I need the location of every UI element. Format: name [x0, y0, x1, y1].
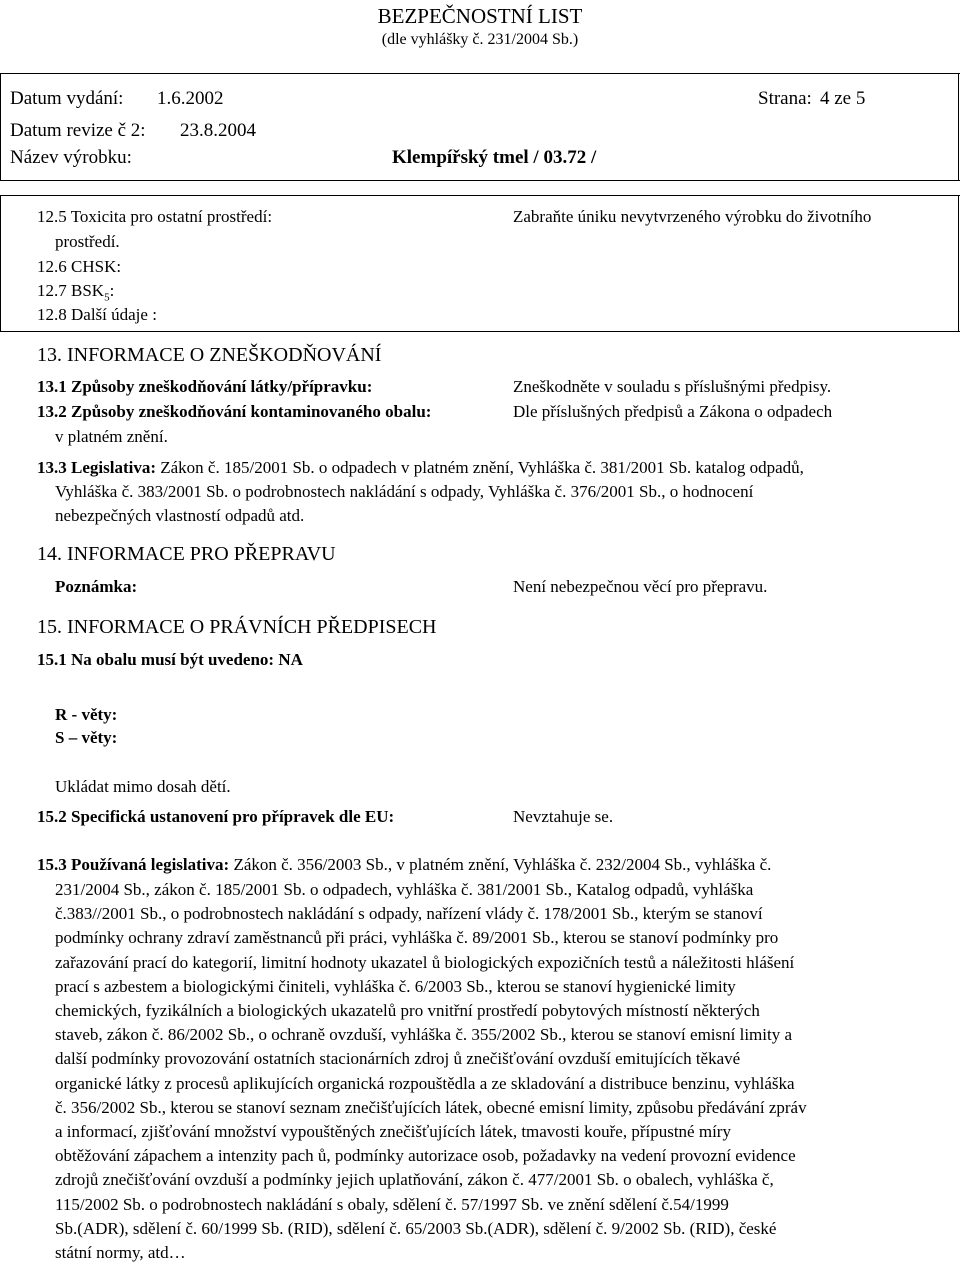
legislation-15-line: zařazování prací do kategorií, limitní hodnoty ukazatel ů biologických expozičních testů a náležitosti hlášení [55, 952, 795, 972]
legislation-15-line: č. 356/2002 Sb., kterou se stanoví seznam znečišťujících látek, obecné emisní limity, způsobu předávání zpráv [55, 1097, 807, 1117]
legislation-15-line: podmínky ochrany zdraví zaměstnanců při práci, vyhláška č. 89/2001 Sb., kterou se stanoví podmínky pro [55, 928, 779, 948]
disposal-packaging-label: 13.2 Způsoby zneškodňování kontaminovaného obalu: [37, 402, 432, 421]
section15-heading: 15. INFORMACE O PRÁVNÍCH PŘEDPISECH [37, 616, 437, 638]
legislation-13-line2: Vyhláška č. 383/2001 Sb. o podrobnostech nakládání s odpady, Vyhláška č. 376/2001 Sb., o hodnocení [55, 482, 754, 501]
disposal-substance-value: Zneškodněte v souladu s příslušnými předpisy. [513, 377, 832, 396]
transport-note-label: Poznámka: [55, 577, 138, 596]
page-label: Strana: [758, 88, 812, 109]
issue-date-label: Datum vydání: [10, 88, 124, 109]
section14-heading: 14. INFORMACE PRO PŘEPRAVU [37, 543, 336, 565]
legislation-15-line: prací s azbestem a biologickými činiteli, vyhláška č. 6/2003 Sb., kterou se stanoví hygienické limity [55, 976, 736, 996]
header-left-rule [0, 73, 1, 181]
revision-date: 23.8.2004 [180, 120, 256, 141]
product-name-label: Název výrobku: [10, 147, 132, 168]
section12-left-rule [0, 195, 1, 332]
label-requirement: 15.1 Na obalu musí být uvedeno: NA [37, 650, 303, 669]
legislation-15-line: staveb, zákon č. 86/2002 Sb., o ochraně ovzduší, vyhláška č. 355/2002 Sb., kterou se stanoví emisní limity a [55, 1025, 793, 1045]
disposal-packaging-value: Dle příslušných předpisů a Zákona o odpadech [513, 402, 833, 421]
header-top-rule [0, 73, 960, 74]
transport-note-value: Není nebezpečnou věcí pro přepravu. [513, 577, 768, 596]
legislation-15-line0: 15.3 Používaná legislativa: Zákon č. 356/2003 Sb., v platném znění, Vyhláška č. 232/2004 Sb., vyhláška č. [37, 855, 772, 874]
section13-heading: 13. INFORMACE O ZNEŠKODŇOVÁNÍ [37, 344, 382, 366]
r-phrases-label: R - věty: [55, 705, 118, 724]
legislation-15-line: chemických, fyzikálních a biologických ukazatelů pro vnitřní prostředí pobytových místností některých [55, 1001, 760, 1021]
document-subtitle: (dle vyhlášky č. 231/2004 Sb.) [381, 31, 579, 48]
legislation-15-line: organické látky z procesů aplikujících organická rozpouštědla a ze skladování a distribuce benzinu, vyhláška [55, 1073, 795, 1093]
legislation-15-line: další podmínky provozování ostatních stacionárních zdroj ů znečišťování ovzduší emitujících těkavé [55, 1049, 741, 1069]
product-name: Klempířský tmel / 03.72 / [392, 147, 597, 168]
legislation-15-line: 231/2004 Sb., zákon č. 185/2001 Sb. o odpadech, vyhláška č. 381/2001 Sb., Katalog odpadů, vyhláška [55, 880, 754, 899]
legislation-15-line: 115/2002 Sb. o podrobnostech nakládání s obaly, sdělení č. 57/1997 Sb. ve znění sdělení č.54/1999 [55, 1194, 729, 1214]
legislation-13-line3: nebezpečných vlastností odpadů atd. [55, 506, 305, 525]
document-title: BEZPEČNOSTNÍ LIST [377, 4, 583, 28]
bsk-label: 12.7 $BSK_5$: [37, 281, 115, 304]
legislation-15-line: zdrojů znečišťování ovzduší a podmínky jejich uplatňování, zákon č. 477/2001 Sb. o obalech, vyhláška č, [55, 1170, 774, 1190]
legislation-15-line: a informací, zjišťování množství vypouštěných znečišťujících látek, tmavosti kouře, přípustné míry [55, 1122, 731, 1142]
toxicity-value: Zabraňte úniku nevytvrzeného výrobku do životního [513, 207, 872, 226]
revision-date-label: Datum revize č 2: [10, 120, 146, 141]
section12-top-rule [0, 195, 960, 196]
chsk-label: 12.6 CHSK: [37, 257, 122, 276]
section12-right-rule [958, 195, 959, 332]
header-bottom-rule [0, 180, 960, 181]
eu-specific-value: Nevztahuje se. [513, 807, 614, 826]
disposal-packaging-value-cont: v platném znění. [55, 427, 168, 446]
s-phrases-label: S – věty: [55, 728, 118, 747]
legislation-15-line: č.383//2001 Sb., o podrobnostech nakládání s odpady, nařízení vlády č. 178/2001 Sb., kterým se stanoví [55, 904, 763, 924]
eu-specific-label: 15.2 Specifická ustanovení pro přípravek dle EU: [37, 807, 395, 826]
header-right-rule [958, 73, 959, 181]
legislation-15-line: státní normy, atd… [55, 1243, 186, 1263]
legislation-15-line: obtěžování zápachem a intenzity pach ů, podmínky autorizace osob, požadavky na vedení provozní evidence [55, 1146, 796, 1166]
legislation-15-line: Sb.(ADR), sdělení č. 60/1999 Sb. (RID), sdělení č. 65/2003 Sb.(ADR), sdělení č. 9/2002 Sb. (RID), české [55, 1218, 777, 1238]
disposal-substance-label: 13.1 Způsoby zneškodňování látky/přípravku: [37, 377, 373, 396]
toxicity-label: 12.5 Toxicita pro ostatní prostředí: [37, 207, 273, 226]
page-number: 4 ze 5 [820, 88, 866, 109]
toxicity-value-cont: prostředí. [55, 232, 120, 251]
section12-bottom-rule [0, 331, 960, 332]
storage-instruction: Ukládat mimo dosah dětí. [55, 777, 231, 796]
legislation-15-body [55, 878, 955, 1265]
legislation-13-line1: 13.3 Legislativa: Zákon č. 185/2001 Sb. o odpadech v platném znění, Vyhláška č. 381/2001 Sb. katalog odpadů, [37, 458, 804, 477]
issue-date: 1.6.2002 [157, 88, 224, 109]
other-data-label: 12.8 Další údaje : [37, 305, 157, 324]
